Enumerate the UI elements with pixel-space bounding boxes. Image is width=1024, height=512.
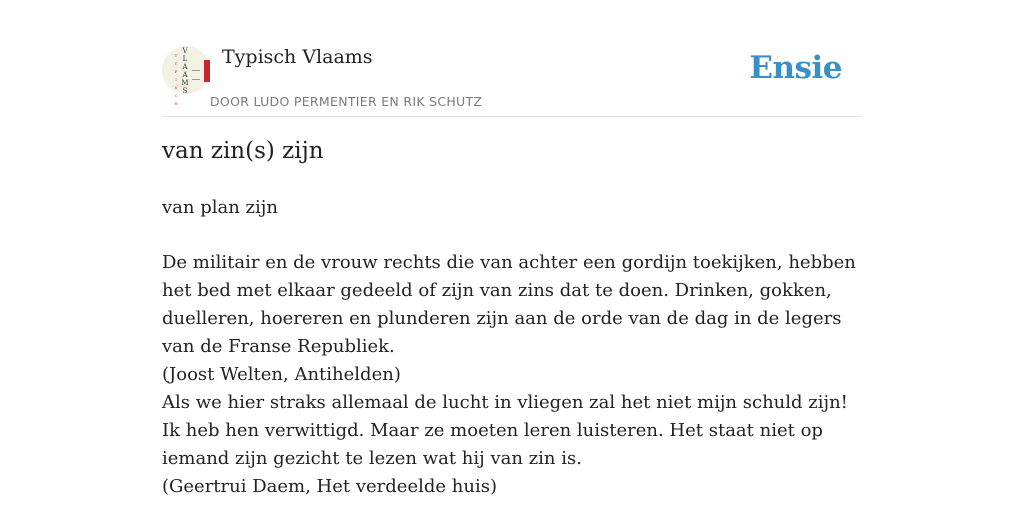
logo-side-lettering: T Y P I S C H [174,53,178,106]
entry-term: van zin(s) zijn [162,138,324,164]
example-quote: De militair en de vrouw rechts die van achter een gordijn toekijken, hebben het bed met elkaar gedeeld of zijn van zins dat te doen. Drinken, gokken, duelleren, hoereren en plunderen zijn aan de orde van de dag in de legers van de Franse Republiek. [162,252,856,357]
entry-definition: van plan zijn [162,197,278,218]
example-quote: Als we hier straks allemaal de lucht in vliegen zal het niet mijn schuld zijn! Ik heb hen verwittigd. Maar ze moeten leren luisteren. Het staat niet op iemand zijn gezicht te lezen wat hij van zin is. [162,392,848,469]
example-source: (Geertrui Daem, Het verdeelde huis) [162,476,497,497]
logo-red-band [204,60,210,82]
entry-examples [162,249,867,501]
logo-decoration [192,70,200,80]
site-header [162,0,862,117]
example-source: (Joost Welten, Antihelden) [162,364,401,385]
logo-main-lettering: V L A A M S [181,47,189,95]
site-title-link[interactable]: Typisch Vlaams [222,46,373,68]
book-cover-logo[interactable] [162,46,210,106]
author-byline: DOOR LUDO PERMENTIER EN RIK SCHUTZ [210,94,483,109]
ensie-brand-logo[interactable]: Ensie [749,50,842,86]
